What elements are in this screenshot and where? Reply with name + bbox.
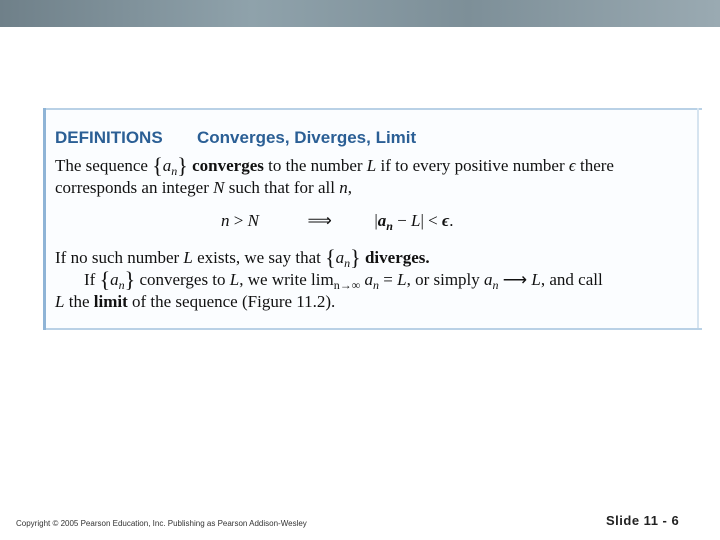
- box-top-rule: [46, 108, 702, 110]
- definitions-tag: DEFINITIONS: [55, 128, 163, 147]
- open-brace: {: [99, 267, 111, 292]
- condition-formula: [221, 211, 454, 236]
- box-bottom-rule: [46, 328, 702, 330]
- subscript-n: n: [171, 164, 178, 178]
- L-symbol: L: [411, 211, 421, 230]
- diverges-term: diverges.: [364, 248, 430, 267]
- text: there: [575, 156, 614, 175]
- greater-than: >: [229, 211, 248, 230]
- less-than: <: [423, 211, 442, 230]
- text: If: [84, 270, 100, 289]
- subscript-n: n: [386, 219, 393, 233]
- open-brace: {: [325, 245, 336, 270]
- definition-heading: [55, 128, 416, 148]
- L-symbol: L: [366, 156, 377, 175]
- definition-line-5: [55, 292, 335, 312]
- minus-sign: −: [392, 211, 411, 230]
- a-symbol: a: [484, 270, 493, 289]
- text: corresponds an integer: [55, 178, 214, 197]
- abs-bar-right: |: [420, 211, 424, 230]
- text: if to every positive number: [376, 156, 569, 175]
- close-brace: }: [177, 153, 188, 178]
- definition-box: [43, 108, 699, 330]
- text: exists, we say that: [192, 248, 326, 267]
- definition-title: Converges, Diverges, Limit: [197, 128, 417, 147]
- close-brace: }: [124, 267, 136, 292]
- text: of the sequence (Figure 11.2).: [127, 292, 336, 311]
- copyright-notice: Copyright © 2005 Pearson Education, Inc. Publishing as Pearson Addison-Wesley: [16, 519, 307, 528]
- n-symbol: n: [221, 211, 230, 230]
- n-symbol: n: [339, 178, 348, 197]
- text: , or simply: [406, 270, 485, 289]
- text: ,: [347, 178, 352, 197]
- slide-number: Slide 11 - 6: [606, 513, 680, 528]
- text: , and call: [540, 270, 603, 289]
- L-symbol: L: [183, 248, 193, 267]
- epsilon-symbol: ϵ: [568, 156, 576, 175]
- abs-bar-left: |: [374, 211, 378, 230]
- lim-subscript: n→∞: [333, 278, 361, 292]
- text: , we write lim: [239, 270, 334, 289]
- L-symbol: L: [531, 270, 541, 289]
- definition-line-2: [55, 178, 352, 198]
- subscript-n: n: [492, 278, 499, 292]
- text: to the number: [263, 156, 367, 175]
- subscript-n: n: [118, 278, 125, 292]
- text: converges to: [135, 270, 230, 289]
- implies-symbol: ⟹: [307, 211, 332, 230]
- L-symbol: L: [397, 270, 407, 289]
- right-arrow-symbol: ⟶: [502, 270, 528, 289]
- text: the: [64, 292, 94, 311]
- N-symbol: N: [213, 178, 225, 197]
- a-symbol: a: [162, 156, 172, 175]
- open-brace: {: [152, 153, 163, 178]
- a-symbol: a: [377, 211, 387, 230]
- top-banner: [0, 0, 720, 27]
- N-symbol: N: [247, 211, 259, 230]
- equals: =: [379, 270, 398, 289]
- box-right-rule: [697, 108, 699, 330]
- period: .: [449, 211, 454, 230]
- limit-term: limit: [93, 292, 128, 311]
- text: If no such number: [55, 248, 184, 267]
- epsilon-symbol: ϵ: [441, 211, 450, 230]
- L-symbol: L: [229, 270, 240, 289]
- a-symbol: a: [110, 270, 119, 289]
- a-symbol: a: [364, 270, 373, 289]
- a-symbol: a: [335, 248, 345, 267]
- text: The sequence: [55, 156, 153, 175]
- converges-term: converges: [192, 156, 264, 175]
- L-symbol: L: [55, 292, 65, 311]
- subscript-n: n: [344, 256, 351, 270]
- close-brace: }: [350, 245, 361, 270]
- subscript-n: n: [373, 278, 379, 292]
- text: such that for all: [224, 178, 340, 197]
